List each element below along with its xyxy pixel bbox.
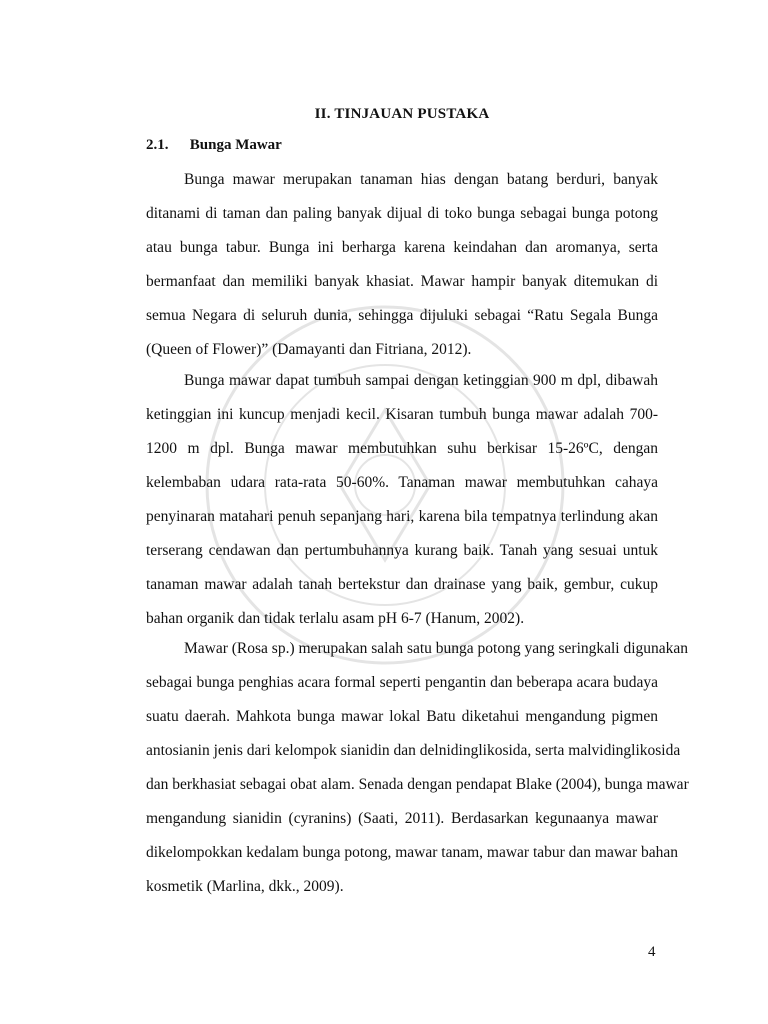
text-line: ketinggian ini kuncup menjadi kecil. Kisaran tumbuh bunga mawar adalah 700-: [146, 406, 658, 423]
text-line: dan berkhasiat sebagai obat alam. Senada dengan pendapat Blake (2004), bunga mawar: [146, 776, 689, 793]
section-title: Bunga Mawar: [189, 137, 282, 153]
paragraph-3: [146, 632, 689, 904]
text-line: ditanami di taman dan paling banyak dijual di toko bunga sebagai bunga potong: [146, 205, 658, 222]
text-line: atau bunga tabur. Bunga ini berharga karena keindahan dan aromanya, serta: [146, 239, 658, 256]
text-line: penyinaran matahari penuh sepanjang hari, karena bila tempatnya terlindung akan: [146, 508, 658, 525]
text-line: Bunga mawar merupakan tanaman hias dengan batang berduri, banyak: [184, 171, 658, 188]
text-line: antosianin jenis dari kelompok sianidin dan delnidinglikosida, serta malvidinglikosida: [146, 742, 681, 759]
section-number: 2.1.: [146, 137, 169, 153]
page-number: 4: [648, 944, 656, 960]
text-line: Bunga mawar dapat tumbuh sampai dengan ketinggian 900 m dpl, dibawah: [184, 372, 658, 389]
text-line: suatu daerah. Mahkota bunga mawar lokal Batu diketahui mengandung pigmen: [146, 708, 658, 725]
text-line: terserang cendawan dan pertumbuhannya kurang baik. Tanah yang sesuai untuk: [146, 542, 658, 559]
text-line: dikelompokkan kedalam bunga potong, mawar tanam, mawar tabur dan mawar bahan: [146, 844, 678, 861]
text-line: semua Negara di seluruh dunia, sehingga dijuluki sebagai “Ratu Segala Bunga: [146, 307, 658, 324]
text-line: sebagai bunga penghias acara formal seperti pengantin dan beberapa acara budaya: [146, 674, 658, 691]
paragraph-2: [146, 364, 658, 636]
text-line: mengandung sianidin (cyranins) (Saati, 2011). Berdasarkan kegunaanya mawar: [146, 810, 658, 827]
text-line-content: (Queen of Flower)” (Damayanti dan Fitriana, 2012).: [146, 341, 472, 358]
chapter-title: II. TINJAUAN PUSTAKA: [314, 106, 490, 122]
text-line: kosmetik (Marlina, dkk., 2009).: [146, 878, 344, 895]
text-line-italic-start: [146, 333, 658, 367]
text-line: Mawar (Rosa sp.) merupakan salah satu bunga potong yang seringkali digunakan: [184, 640, 689, 657]
paragraph-1: [146, 163, 658, 367]
text-line: bermanfaat dan memiliki banyak khasiat. Mawar hampir banyak ditemukan di: [146, 273, 658, 290]
text-line: 1200 m dpl. Bunga mawar membutuhkan suhu berkisar 15-26ºC, dengan: [146, 440, 658, 457]
text-line: tanaman mawar adalah tanah bertekstur dan drainase yang baik, gembur, cukup: [146, 576, 658, 593]
section-heading: [146, 137, 282, 154]
text-line: kelembaban udara rata-rata 50-60%. Tanaman mawar membutuhkan cahaya: [146, 474, 658, 491]
text-line: bahan organik dan tidak terlalu asam pH 6-7 (Hanum, 2002).: [146, 610, 525, 627]
